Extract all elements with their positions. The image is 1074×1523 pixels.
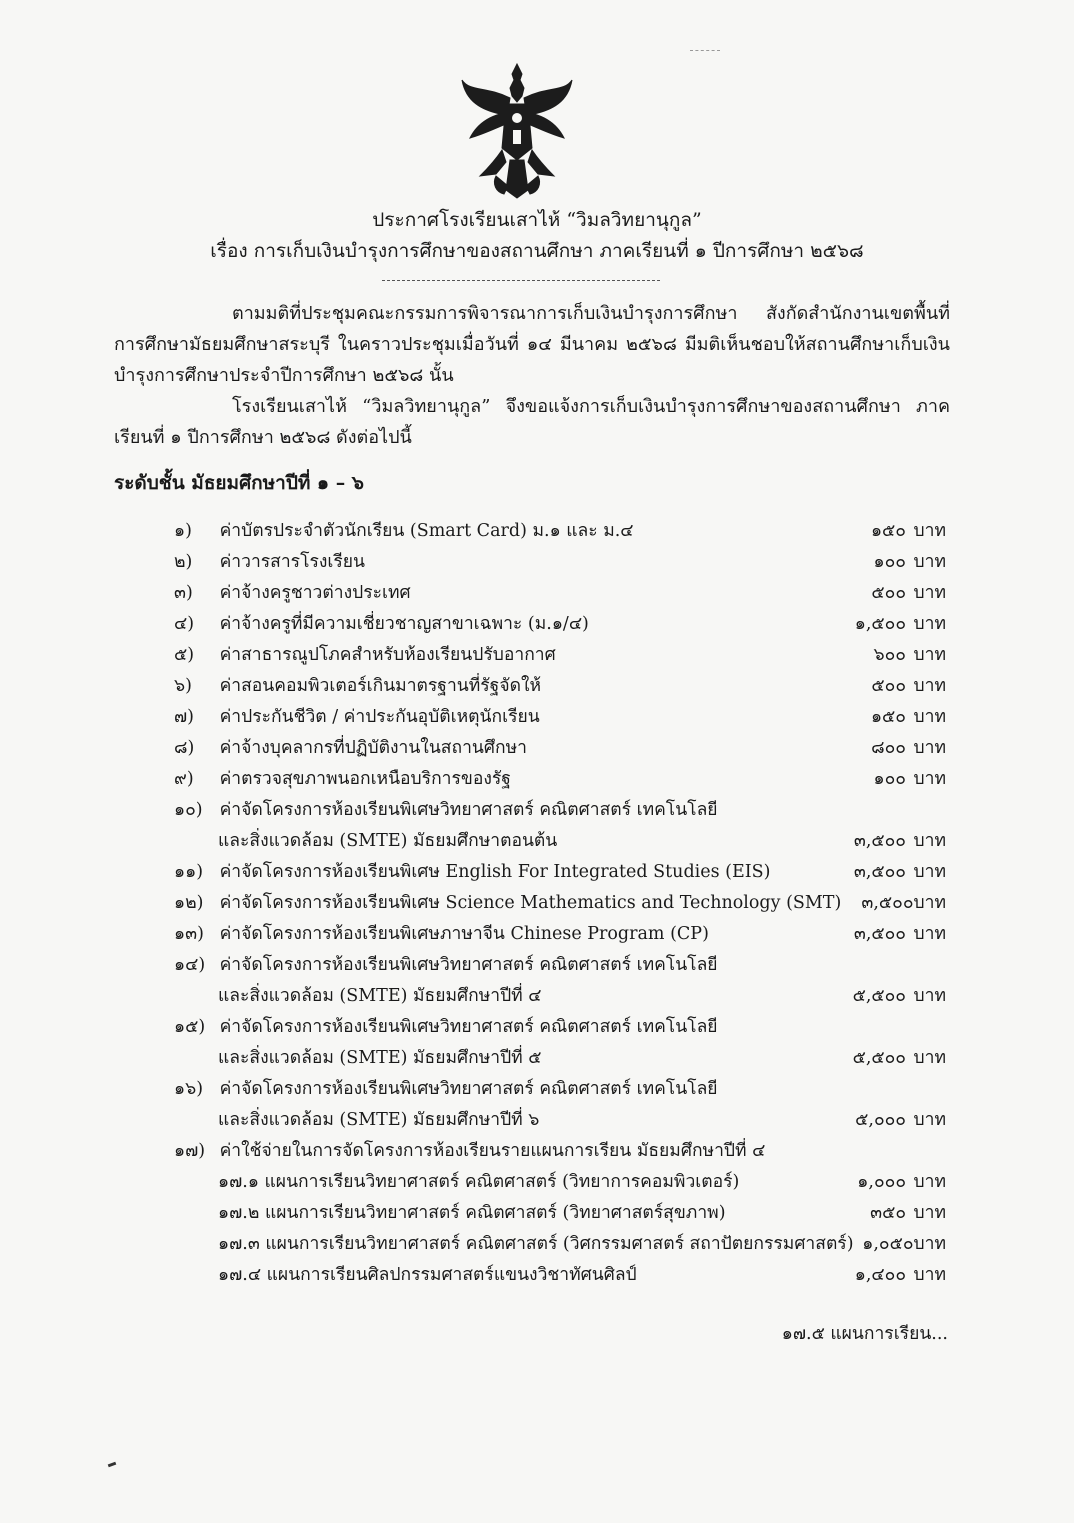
fee-label: [218, 1167, 810, 1195]
fee-unit: บาท: [913, 769, 946, 789]
fee-unit: บาท: [913, 738, 946, 758]
fee-row: [174, 854, 946, 885]
fee-row: [174, 1195, 946, 1226]
fee-row: [174, 947, 946, 978]
fee-row: [174, 1164, 946, 1195]
fee-unit: บาท: [913, 676, 946, 696]
fee-label: [218, 981, 810, 1009]
fee-description: และสิ่งแวดล้อม (SMTE) มัธยมศึกษาปีที่ ๔: [218, 986, 542, 1006]
fee-amount: ๑๐๐: [873, 769, 906, 789]
fee-number: ๑๓): [174, 924, 204, 944]
fee-unit: บาท: [913, 924, 946, 944]
fee-label: [174, 640, 810, 668]
fee-unit: บาท: [913, 645, 946, 665]
fee-label: [218, 1105, 810, 1133]
fee-row-continuation: [174, 1040, 946, 1071]
garuda-emblem-icon: [456, 58, 578, 200]
fee-description: ค่าจัดโครงการห้องเรียนพิเศษ Science Mathematics and Technology (SMT): [219, 893, 842, 913]
fee-row: [174, 792, 946, 823]
level-heading: ระดับชั้น มัธยมศึกษาปีที่ ๑ – ๖: [114, 472, 364, 494]
fee-number: ๔): [174, 614, 195, 634]
fee-label: [174, 671, 810, 699]
fee-label: [174, 1012, 810, 1040]
fee-unit: บาท: [913, 831, 946, 851]
fee-row: [174, 885, 946, 916]
fee-number: ๑๗.๓: [218, 1234, 260, 1254]
fee-description: ค่าจ้างบุคลากรที่ปฏิบัติงานในสถานศึกษา: [219, 738, 527, 758]
fee-description: ค่าจัดโครงการห้องเรียนพิเศษภาษาจีน Chinese Program (CP): [219, 924, 709, 944]
fee-row-continuation: [174, 978, 946, 1009]
fee-row-continuation: [174, 1102, 946, 1133]
fee-amount: ๕,๐๐๐: [855, 1110, 906, 1130]
fee-unit: บาท: [913, 1172, 946, 1192]
fee-amount: ๖๐๐: [873, 645, 906, 665]
fee-row: [174, 513, 946, 544]
fee-description: ค่าจัดโครงการห้องเรียนพิเศษวิทยาศาสตร์ คณิตศาสตร์ เทคโนโลยี: [219, 1079, 718, 1099]
fee-unit: บาท: [913, 614, 946, 634]
fee-number: ๑): [174, 521, 192, 541]
fee-description: ค่าวารสารโรงเรียน: [219, 552, 366, 572]
fee-row: [174, 1226, 946, 1257]
fee-description: และสิ่งแวดล้อม (SMTE) มัธยมศึกษาปีที่ ๖: [218, 1110, 540, 1130]
fee-row: [174, 1071, 946, 1102]
fee-label: [174, 547, 810, 575]
intro-paragraph: ตามมติที่ประชุมคณะกรรมการพิจารณาการเก็บเงินบำรุงการศึกษา สังกัดสำนักงานเขตพื้นที่การศึกษามัธยมศึกษาสระบุรี ในคราวประชุมเมื่อวันที่ ๑๔ มีนาคม ๒๕๖๘ มีมติเห็นชอบให้สถานศึกษาเก็บเงินบำรุงการศึกษาประจำปีการศึกษา ๒๕๖๘ นั้น: [114, 303, 950, 386]
fee-unit: บาท: [913, 986, 946, 1006]
fee-label: [174, 733, 810, 761]
fee-label: [174, 795, 810, 823]
fee-amount: ๓,๕๐๐: [853, 862, 906, 882]
fee-label: [218, 1260, 810, 1288]
title-divider: [382, 280, 660, 281]
fee-label: [218, 826, 810, 854]
fee-number: ๑๐): [174, 800, 203, 820]
fee-unit: บาท: [913, 862, 946, 882]
fee-row-continuation: [174, 823, 946, 854]
fee-amount: ๕๐๐: [871, 583, 906, 603]
fee-label: [174, 516, 810, 544]
fee-amount: ๑,๐๐๐: [857, 1172, 906, 1192]
fee-unit: บาท: [913, 521, 946, 541]
fee-number: ๙): [174, 769, 194, 789]
fee-number: ๕): [174, 645, 195, 665]
fee-number: ๑๗.๑: [218, 1172, 259, 1192]
fee-row: [174, 730, 946, 761]
fee-number: ๘): [174, 738, 195, 758]
fee-description: แผนการเรียนวิทยาศาสตร์ คณิตศาสตร์ (วิทยาศาสตร์สุขภาพ): [264, 1203, 726, 1223]
fee-number: ๑๑): [174, 862, 204, 882]
scan-mark: [108, 1462, 117, 1468]
fee-row: [174, 761, 946, 792]
fee-label: [174, 609, 810, 637]
fee-description: และสิ่งแวดล้อม (SMTE) มัธยมศึกษาปีที่ ๕: [218, 1048, 542, 1068]
fee-unit: บาท: [913, 1048, 946, 1068]
fee-row: [174, 1009, 946, 1040]
fee-unit: บาท: [913, 1234, 946, 1254]
fee-description: ค่าจ้างครูชาวต่างประเทศ: [219, 583, 411, 603]
fee-number: ๗): [174, 707, 194, 727]
fee-amount: ๑,๕๐๐: [854, 614, 906, 634]
fee-label: [218, 1043, 810, 1071]
fee-amount: ๕,๕๐๐: [852, 986, 906, 1006]
fee-number: ๑๒): [174, 893, 204, 913]
fee-unit: บาท: [913, 1110, 946, 1130]
fee-amount: ๑๕๐: [870, 707, 906, 727]
fee-description: ค่าสาธารณูปโภคสำหรับห้องเรียนปรับอากาศ: [219, 645, 556, 665]
fee-unit: บาท: [913, 1265, 946, 1285]
fee-description: ค่าบัตรประจำตัวนักเรียน (Smart Card) ม.๑ และ ม.๔: [219, 521, 634, 541]
scan-dash-mark: [690, 50, 720, 51]
fee-list: [174, 513, 946, 1288]
fee-row: [174, 1257, 946, 1288]
fee-description: ค่าจัดโครงการห้องเรียนพิเศษวิทยาศาสตร์ คณิตศาสตร์ เทคโนโลยี: [219, 1017, 718, 1037]
fee-amount: ๓,๕๐๐: [853, 831, 906, 851]
fee-number: ๑๖): [174, 1079, 204, 1099]
fee-number: ๓): [174, 583, 193, 603]
fee-row: [174, 1133, 946, 1164]
fee-label: [218, 1198, 810, 1226]
fee-number: ๑๗.๔: [218, 1265, 262, 1285]
announcement-subject: เรื่อง การเก็บเงินบำรุงการศึกษาของสถานศึกษา ภาคเรียนที่ ๑ ปีการศึกษา ๒๕๖๘: [210, 240, 864, 262]
notice-paragraph: โรงเรียนเสาไห้ “วิมลวิทยานุกูล” จึงขอแจ้งการเก็บเงินบำรุงการศึกษาของสถานศึกษา ภาคเรียนที่ ๑ ปีการศึกษา ๒๕๖๘ ดังต่อไปนี้: [114, 396, 950, 448]
fee-row: [174, 916, 946, 947]
fee-amount: ๓,๕๐๐: [853, 924, 906, 944]
fee-description: ค่าตรวจสุขภาพนอกเหนือบริการของรัฐ: [219, 769, 511, 789]
fee-description: ค่าสอนคอมพิวเตอร์เกินมาตรฐานที่รัฐจัดให้: [219, 676, 542, 696]
fee-number: ๑๗.๒: [218, 1203, 260, 1223]
fee-unit: บาท: [913, 893, 946, 913]
fee-description: ค่าจ้างครูที่มีความเชี่ยวชาญสาขาเฉพาะ (ม.๑/๔): [219, 614, 589, 634]
fee-amount: ๓,๕๐๐: [861, 893, 914, 913]
fee-label: [174, 888, 841, 916]
fee-description: ค่าประกันชีวิต / ค่าประกันอุบัติเหตุนักเรียน: [219, 707, 540, 727]
fee-number: ๑๗): [174, 1141, 206, 1161]
fee-unit: บาท: [913, 583, 946, 603]
fee-unit: บาท: [913, 1203, 946, 1223]
fee-label: [174, 578, 810, 606]
fee-amount: ๑,๔๐๐: [854, 1265, 906, 1285]
fee-row: [174, 606, 946, 637]
fee-amount: ๕,๕๐๐: [852, 1048, 906, 1068]
fee-number: ๑๔): [174, 955, 206, 975]
fee-description: ค่าจัดโครงการห้องเรียนพิเศษ English For Integrated Studies (EIS): [219, 862, 771, 882]
fee-amount: ๘๐๐: [871, 738, 906, 758]
fee-description: ค่าจัดโครงการห้องเรียนพิเศษวิทยาศาสตร์ คณิตศาสตร์ เทคโนโลยี: [219, 955, 718, 975]
fee-amount: ๓๕๐: [870, 1203, 906, 1223]
fee-description: และสิ่งแวดล้อม (SMTE) มัธยมศึกษาตอนต้น: [218, 831, 558, 851]
fee-number: ๖): [174, 676, 192, 696]
fee-amount: ๑๕๐: [870, 521, 906, 541]
fee-description: ค่าจัดโครงการห้องเรียนพิเศษวิทยาศาสตร์ คณิตศาสตร์ เทคโนโลยี: [219, 800, 718, 820]
fee-row: [174, 544, 946, 575]
fee-amount: ๕๐๐: [871, 676, 906, 696]
fee-row: [174, 668, 946, 699]
fee-label: [174, 1074, 810, 1102]
fee-number: ๑๕): [174, 1017, 206, 1037]
fee-unit: บาท: [913, 552, 946, 572]
fee-label: [174, 919, 810, 947]
fee-row: [174, 637, 946, 668]
fee-description: ค่าใช้จ่ายในการจัดโครงการห้องเรียนรายแผนการเรียน มัธยมศึกษาปีที่ ๔: [219, 1141, 766, 1161]
fee-description: แผนการเรียนวิทยาศาสตร์ คณิตศาสตร์ (วิทยาการคอมพิวเตอร์): [264, 1172, 740, 1192]
fee-description: แผนการเรียนวิทยาศาสตร์ คณิตศาสตร์ (วิศกรรมศาสตร์ สถาปัตยกรรมศาสตร์): [265, 1234, 854, 1254]
fee-label: [174, 1136, 810, 1164]
fee-label: [174, 764, 810, 792]
fee-unit: บาท: [913, 707, 946, 727]
fee-amount: ๑๐๐: [873, 552, 906, 572]
fee-number: ๒): [174, 552, 193, 572]
fee-row: [174, 575, 946, 606]
fee-label: [174, 702, 810, 730]
fee-label: [174, 950, 810, 978]
fee-amount: ๑,๐๕๐: [862, 1234, 914, 1254]
announcement-title: ประกาศโรงเรียนเสาไห้ “วิมลวิทยานุกูล”: [372, 209, 702, 231]
fee-label: [218, 1229, 854, 1257]
continued-note: ๑๗.๕ แผนการเรียน...: [781, 1324, 948, 1344]
fee-label: [174, 857, 810, 885]
fee-row: [174, 699, 946, 730]
fee-description: แผนการเรียนศิลปกรรมศาสตร์แขนงวิชาทัศนศิลป์: [266, 1265, 637, 1285]
